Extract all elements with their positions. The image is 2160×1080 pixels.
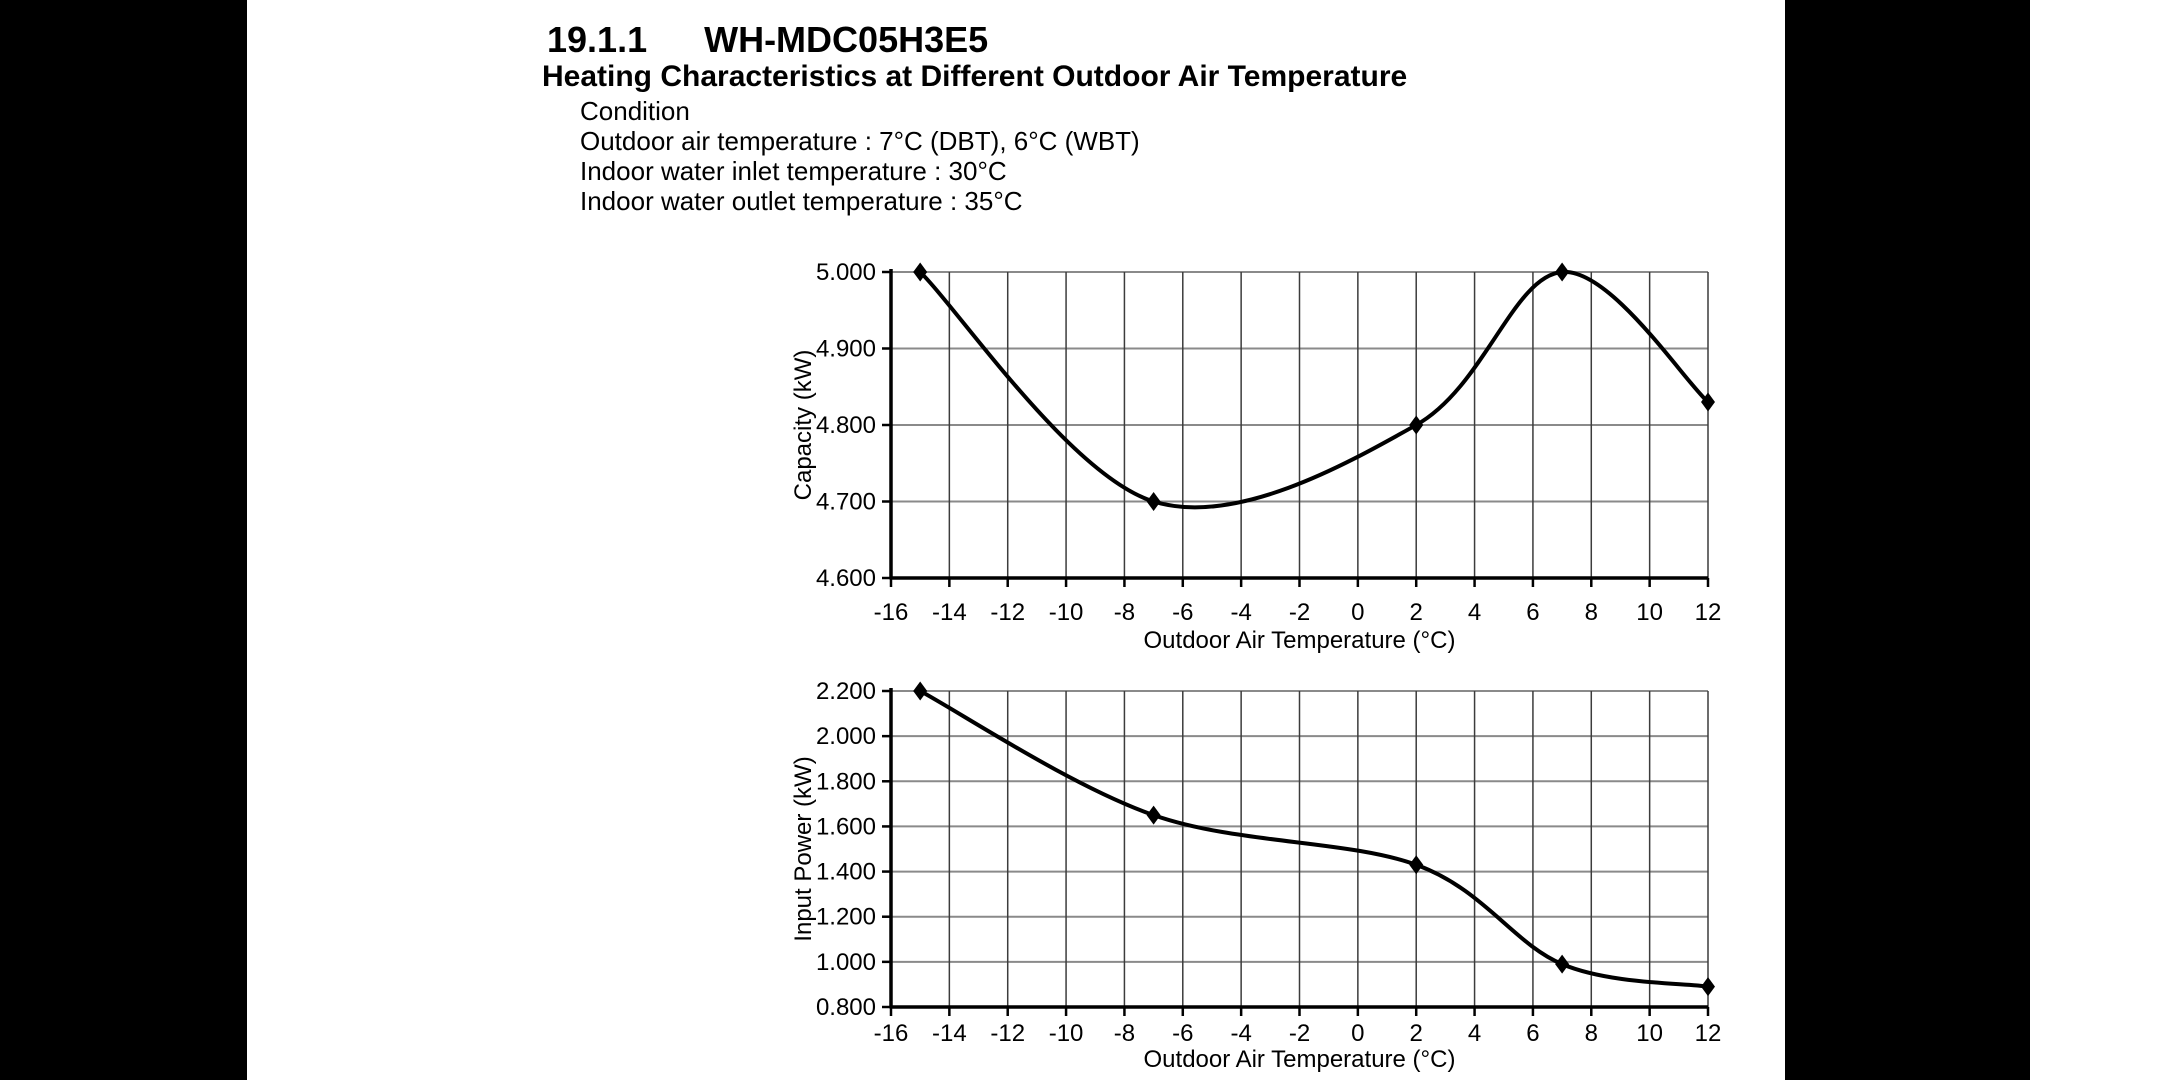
svg-text:1.800: 1.800 <box>815 768 876 796</box>
svg-text:4.900: 4.900 <box>815 335 876 363</box>
svg-text:4: 4 <box>1467 1020 1482 1047</box>
svg-text:1.400: 1.400 <box>815 858 876 886</box>
svg-text:4: 4 <box>1467 599 1482 626</box>
input-power-chart <box>747 660 1757 1080</box>
svg-text:Outdoor Air Temperature (°C): Outdoor Air Temperature (°C) <box>1143 1046 1456 1073</box>
svg-text:1.600: 1.600 <box>815 813 876 841</box>
svg-text:-6: -6 <box>1172 1020 1194 1047</box>
svg-text:Input Power (kW): Input Power (kW) <box>790 756 817 942</box>
capacity-chart <box>747 240 1757 660</box>
svg-text:10: 10 <box>1636 1020 1663 1047</box>
condition-line: Condition <box>580 96 690 126</box>
svg-text:0: 0 <box>1351 1020 1365 1047</box>
svg-text:-2: -2 <box>1288 1020 1311 1047</box>
svg-text:2.000: 2.000 <box>815 723 876 751</box>
svg-text:4.600: 4.600 <box>815 565 876 592</box>
svg-text:8: 8 <box>1584 1020 1598 1047</box>
svg-text:8: 8 <box>1584 599 1598 626</box>
svg-text:6: 6 <box>1526 1020 1540 1047</box>
svg-text:-8: -8 <box>1113 599 1136 626</box>
svg-text:12: 12 <box>1694 1020 1722 1047</box>
android-navigation-bar <box>2030 0 2160 1080</box>
svg-text:Capacity (kW): Capacity (kW) <box>790 349 817 501</box>
section-title <box>547 19 989 60</box>
svg-text:-4: -4 <box>1230 599 1252 626</box>
svg-text:4.700: 4.700 <box>815 488 876 516</box>
svg-text:10: 10 <box>1636 599 1663 626</box>
svg-text:-6: -6 <box>1172 599 1194 626</box>
svg-text:12: 12 <box>1694 599 1722 626</box>
svg-text:1.000: 1.000 <box>815 948 876 976</box>
viewer-background <box>1785 0 2030 1080</box>
svg-text:-4: -4 <box>1230 1020 1252 1047</box>
model-number: WH-MDC05H3E5 <box>704 19 989 60</box>
condition-block <box>580 96 1140 216</box>
screen-letterbox-left <box>0 0 247 1080</box>
svg-text:-10: -10 <box>1048 599 1084 626</box>
svg-text:-12: -12 <box>990 599 1026 626</box>
svg-text:0: 0 <box>1351 599 1365 626</box>
svg-text:-8: -8 <box>1113 1020 1136 1047</box>
svg-text:2: 2 <box>1409 599 1423 626</box>
svg-text:4.800: 4.800 <box>815 412 876 439</box>
svg-text:-2: -2 <box>1288 599 1311 626</box>
svg-text:-14: -14 <box>932 599 967 626</box>
svg-text:-14: -14 <box>932 1020 967 1047</box>
svg-text:2: 2 <box>1409 1020 1423 1047</box>
condition-line: Outdoor air temperature : 7°C (DBT), 6°C (WBT) <box>580 126 1140 156</box>
svg-text:6: 6 <box>1526 599 1540 626</box>
chart-section-heading: Heating Characteristics at Different Outdoor Air Temperature <box>542 60 1408 93</box>
svg-text:1.200: 1.200 <box>815 903 876 931</box>
svg-text:Outdoor Air Temperature (°C): Outdoor Air Temperature (°C) <box>1143 627 1456 654</box>
condition-line: Indoor water outlet temperature : 35°C <box>580 186 1023 216</box>
svg-text:0.800: 0.800 <box>815 994 876 1021</box>
svg-text:-12: -12 <box>990 1020 1026 1047</box>
svg-text:-16: -16 <box>873 1020 909 1047</box>
condition-line: Indoor water inlet temperature : 30°C <box>580 156 1007 186</box>
svg-text:2.200: 2.200 <box>815 678 876 705</box>
svg-text:-16: -16 <box>873 599 909 626</box>
section-number: 19.1.1 <box>547 19 648 60</box>
pdf-page <box>247 0 1785 1080</box>
svg-text:-10: -10 <box>1048 1020 1084 1047</box>
svg-text:5.000: 5.000 <box>815 259 876 286</box>
